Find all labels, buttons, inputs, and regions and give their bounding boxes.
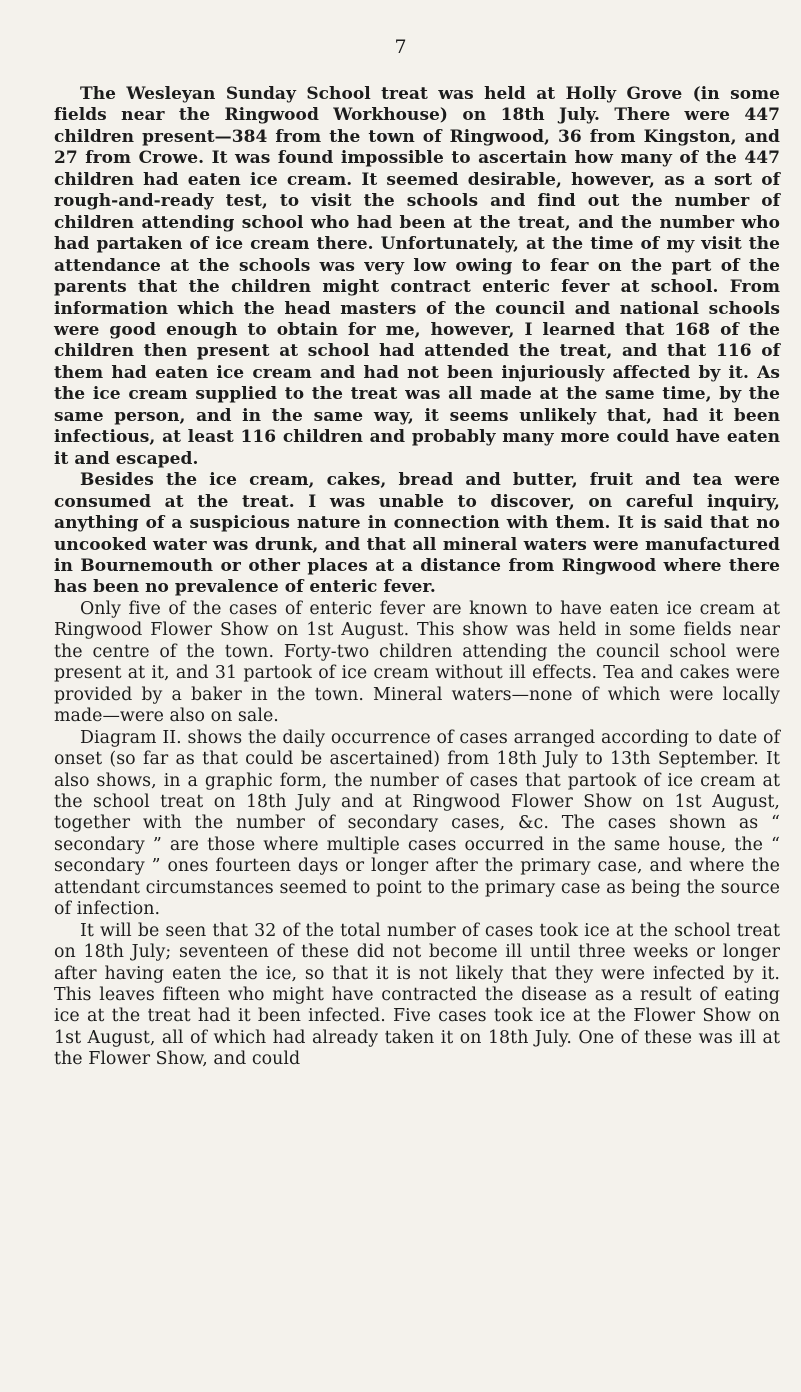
page-number: 7 [394, 36, 407, 58]
paragraph-diagram-ii: Diagram II. shows the daily occurrence of cases arranged according to date of onset (so far as that could be ascertained) from 18th July to 13th September. It also shows, in a graphic form, the number of cases that partook of ice cream at the school treat on 18th July and at Ringwood Flower Show on 1st August, together with the number of secondary cases, &c. The cases shown as “ secondary ” are those where multiple cases occurred in the same house, the “ secondary ” ones fourteen days or longer after the primary case, and where the attendant circumstances seemed to point to the primary case as being the source of infection. [54, 727, 780, 920]
body-text [54, 84, 780, 1071]
paragraph-flower-show: Only five of the cases of enteric fever are known to have eaten ice cream at Ringwood Flower Show on 1st August. This show was held in some fields near the centre of the town. Forty-two children attending the council school were present at it, and 31 partook of ice cream without ill effects. Tea and cakes were provided by a baker in the town. Mineral waters—none of which were locally made—were also on sale. [54, 598, 780, 727]
paragraph-school-treat: The Wesleyan Sunday School treat was held at Holly Grove (in some fields near the Ringwood Workhouse) on 18th July. There were 447 children present—384 from the town of Ringwood, 36 from Kingston, and 27 from Crowe. It was found impossible to ascertain how many of the 447 children had eaten ice cream. It seemed desirable, however, as a sort of rough-and-ready test, to visit the schools and find out the number of children attending school who had been at the treat, and the number who had partaken of ice cream there. Unfortunately, at the time of my visit the attendance at the schools was very low owing to fear on the part of the parents that the children might contract enteric fever at school. From information which the head masters of the council and national schools were good enough to obtain for me, however, I learned that 168 of the children then present at school had attended the treat, and that 116 of them had eaten ice cream and had not been injuriously affected by it. As the ice cream supplied to the treat was all made at the same time, by the same person, and in the same way, it seems unlikely that, had it been infectious, at least 116 children and probably many more could have eaten it and escaped. [54, 84, 780, 469]
paragraph-other-foods: Besides the ice cream, cakes, bread and butter, fruit and tea were consumed at the treat. I was unable to discover, on careful inquiry, anything of a suspicious nature in connection with them. It is said that no uncooked water was drunk, and that all mineral waters were manufactured in Bournemouth or other places at a distance from Ringwood where there has been no prevalence of enteric fever. [54, 470, 780, 598]
paragraph-case-analysis: It will be seen that 32 of the total number of cases took ice at the school treat on 18th July; seventeen of these did not become ill until three weeks or longer after having eaten the ice, so that it is not likely that they were infected by it. This leaves fifteen who might have contracted the disease as a result of eating ice at the treat had it been infected. Five cases took ice at the Flower Show on 1st August, all of which had already taken it on 18th July. One of these was ill at the Flower Show, and could [54, 920, 780, 1070]
